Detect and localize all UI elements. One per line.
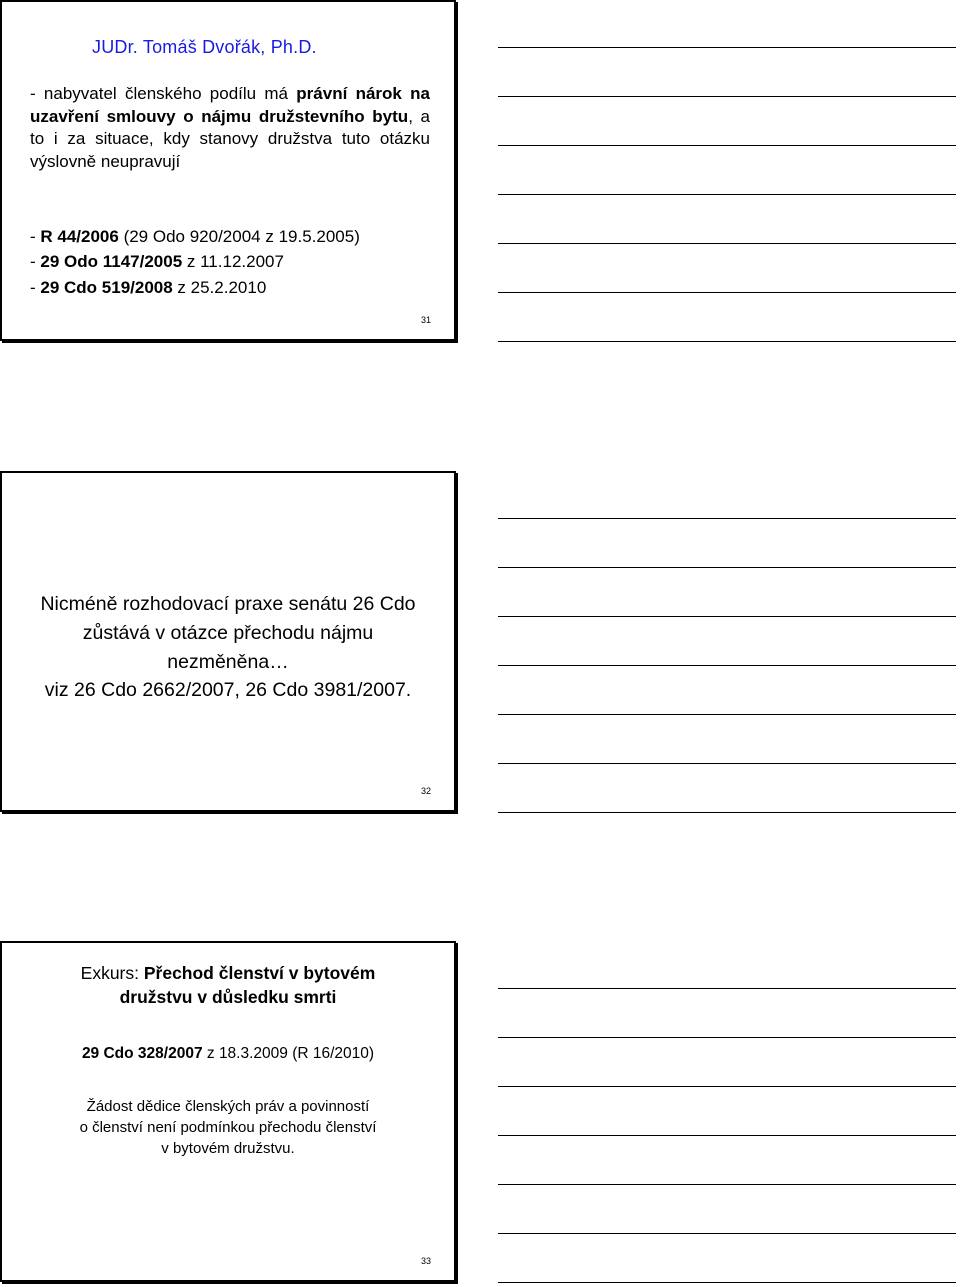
slide-32: [0, 471, 456, 812]
note-line: [498, 1037, 956, 1038]
note-line: [498, 1086, 956, 1087]
note-line: [498, 616, 956, 617]
slide-33-title-2: [2, 985, 454, 1009]
note-line: [498, 292, 956, 293]
ref-case: R 44/2006: [40, 227, 119, 246]
reference-item: [30, 226, 360, 248]
slide-32-line: viz 26 Cdo 2662/2007, 26 Cdo 3981/2007.: [44, 679, 412, 701]
title-bold: Přechod členství v bytovém: [143, 963, 376, 983]
note-line: [498, 243, 956, 244]
slide-32-line: Nicméně rozhodovací praxe senátu 26 Cdo: [40, 593, 416, 615]
slide-33-body-line: Žádost dědice členských práv a povinností: [86, 1098, 370, 1115]
paragraph-lead: - nabyvatel členského podílu má: [30, 84, 289, 103]
paragraph-bold: právní nárok na uzavření smlouvy o nájmu družstevního bytu: [30, 84, 430, 126]
ref-detail: (29 Odo 920/2004 z 19.5.2005): [118, 227, 360, 246]
author-name: JUDr. Tomáš Dvořák, Ph.D.: [92, 37, 317, 57]
slide-31: [0, 0, 456, 341]
case-detail: z 18.3.2009 (R 16/2010): [202, 1045, 375, 1062]
ref-prefix: -: [30, 227, 41, 246]
note-line: [498, 194, 956, 195]
slide-33-case: [2, 1045, 454, 1063]
note-line: [498, 665, 956, 666]
slide-33: [0, 941, 456, 1282]
note-line: [498, 145, 956, 146]
note-line: [498, 341, 956, 342]
ref-case: 29 Cdo 519/2008: [40, 278, 173, 297]
slide-32-line: zůstává v otázce přechodu nájmu: [82, 622, 374, 644]
paragraph-rest: , a to i za situace, kdy stanovy družstva tuto otázku výslovně neupravují: [30, 106, 430, 171]
ref-detail: z 25.2.2010: [172, 278, 267, 297]
note-line: [498, 567, 956, 568]
slide-number: 33: [421, 1256, 432, 1266]
reference-item: [30, 277, 266, 299]
note-line: [498, 812, 956, 813]
slide-33-body-line: v bytovém družstvu.: [161, 1140, 295, 1157]
ref-detail: z 11.12.2007: [182, 252, 284, 271]
reference-item: [30, 251, 284, 273]
ref-prefix: -: [30, 278, 41, 297]
slide-32-line: nezměněna…: [167, 651, 289, 673]
slide-33-body-line: o členství není podmínkou přechodu členství: [79, 1119, 377, 1136]
note-line: [498, 1233, 956, 1234]
slide-number: 32: [421, 786, 432, 796]
case-number: 29 Cdo 328/2007: [81, 1045, 203, 1062]
slide-33-title: [2, 961, 454, 985]
note-line: [498, 714, 956, 715]
note-line: [498, 1184, 956, 1185]
ref-prefix: -: [30, 252, 41, 271]
slide-31-paragraph: [30, 83, 430, 173]
note-line: [498, 1282, 956, 1283]
title-prefix: Exkurs:: [80, 963, 144, 983]
slide-number: 31: [421, 315, 432, 325]
note-line: [498, 47, 956, 48]
title-bold: družstvu v důsledku smrti: [119, 987, 337, 1007]
note-line: [498, 763, 956, 764]
ref-case: 29 Odo 1147/2005: [40, 252, 183, 271]
note-line: [498, 1135, 956, 1136]
note-line: [498, 96, 956, 97]
note-line: [498, 988, 956, 989]
note-line: [498, 518, 956, 519]
